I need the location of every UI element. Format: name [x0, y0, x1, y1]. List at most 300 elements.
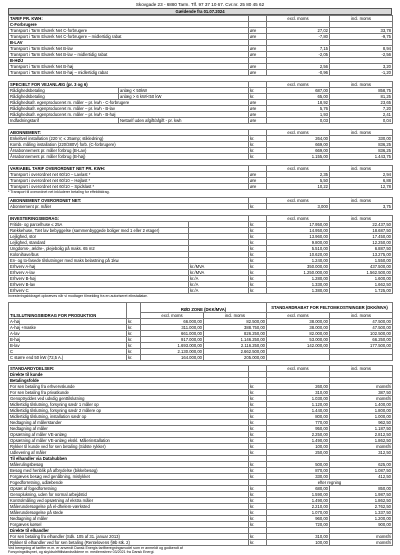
- row-label: Rådighedsbetaling: [9, 88, 119, 94]
- row-unit: kr.: [249, 443, 267, 449]
- std-excl: 38.000,00: [267, 324, 330, 330]
- zone-incl: 826.250,00: [204, 330, 267, 336]
- value-excl: 687,00: [267, 88, 330, 94]
- row-unit: kr.: [249, 240, 267, 246]
- row-unit: kr.: [127, 348, 141, 354]
- row-label: Genoplukning, uden for normal arbejdstid: [9, 491, 249, 497]
- value-incl: 1.800,00: [330, 407, 393, 413]
- value-incl: 850,00: [330, 485, 393, 491]
- row-label: Transport i Tarm Elværk Net B-høj: [9, 64, 249, 70]
- value-incl: 81,25: [330, 94, 393, 100]
- row-unit: kr.: [249, 395, 267, 401]
- row-sub: kr./MVA: [189, 270, 249, 276]
- std-incl: 102.500,00: [330, 330, 393, 336]
- value-incl: momsfri: [330, 383, 393, 389]
- row-unit: kr.: [249, 413, 267, 419]
- row-label: Kontrolmåling ved opsætning af ekstra måler: [9, 497, 249, 503]
- row-label: Rådighedsafr. egenproduceret m. måler – pr. kwh - C-forbrugere: [9, 100, 249, 106]
- table-row: [9, 204, 393, 210]
- zone-incl: 1.146.250,00: [204, 336, 267, 342]
- special-table: [8, 81, 393, 124]
- value-excl: 310,00: [267, 389, 330, 395]
- value-excl: 100,00: [267, 539, 330, 545]
- zone-excl: 1.693.000,00: [141, 342, 204, 348]
- value-incl: 387,50: [330, 389, 393, 395]
- zone-excl: 164.000,00: [141, 354, 204, 360]
- row-unit: kr.: [249, 136, 267, 142]
- value-incl: 900,00: [330, 521, 393, 527]
- row-unit: kr.: [249, 204, 267, 210]
- row-unit: kr.: [249, 539, 267, 545]
- value-excl: 960,00: [267, 515, 330, 521]
- row-label: Betalingsfolde: [9, 377, 249, 383]
- value-incl: momsfri: [330, 395, 393, 401]
- row-label: Opsæt af fogedforretning: [9, 485, 249, 491]
- group-name: C-Forbrugere: [9, 22, 249, 28]
- row-label: Erhverv C: [9, 288, 189, 294]
- value-incl: 1.187,50: [330, 425, 393, 431]
- value-incl: 1.550,00: [330, 258, 393, 264]
- section-title: VARIABEL TARIF OVERORDNET NET PR. KWH:: [9, 166, 249, 172]
- value-incl: 1.725,00: [330, 288, 393, 294]
- row-label: Lejlighed, stor: [9, 234, 189, 240]
- value-excl: 2.250,00: [267, 431, 330, 437]
- value-excl: 9.800,00: [267, 240, 330, 246]
- row-label: A-høj: [9, 318, 127, 324]
- table-row: [9, 354, 393, 360]
- row-unit: kr.: [249, 264, 267, 270]
- row-label: C større end 50 kW (72,5 A.): [9, 354, 127, 360]
- value-incl: 1.562.500,00: [330, 270, 393, 276]
- row-label: Genoptryddes ved udvdig genttilslutning: [9, 395, 249, 401]
- std-excl: 142.000,00: [267, 342, 330, 348]
- value-incl: 2.762,50: [330, 503, 393, 509]
- value-excl: 100,00: [267, 443, 330, 449]
- value-excl: 1,93: [267, 112, 330, 118]
- value-incl: 1.862,50: [330, 437, 393, 443]
- row-unit: kr.: [249, 485, 267, 491]
- value-excl: 1.380,00: [267, 288, 330, 294]
- value-excl: 2,35: [267, 172, 330, 178]
- row-label: Opsætning af måler VE-anlæg: [9, 431, 249, 437]
- value-incl: 312,50: [330, 449, 393, 455]
- value-excl: 310,00: [267, 533, 330, 539]
- value-excl: 950,00: [267, 425, 330, 431]
- value-incl: 7,20: [330, 106, 393, 112]
- std-title: STANDARDRABAT FOR FELTOMKOSTNINGER (DKK/MVA): [267, 302, 393, 312]
- row-unit: kr.: [249, 252, 267, 258]
- row-unit: kr.: [249, 521, 267, 527]
- value-excl: 800,00: [267, 413, 330, 419]
- section-title: STANDARDYDELSER:: [9, 365, 249, 371]
- row-unit: øre: [249, 106, 267, 112]
- value-incl: 437.500,00: [330, 264, 393, 270]
- value-incl: -9,75: [330, 34, 393, 40]
- row-label: Målerundersøgelse på el-dhelem-værksted: [9, 503, 249, 509]
- row-label: Forgæves besøg ved genåbning, mislykket: [9, 473, 249, 479]
- value-excl: 500,00: [267, 461, 330, 467]
- zone-excl: 311.000,00: [141, 324, 204, 330]
- row-label: B-lav: [9, 342, 127, 348]
- row-label: B-høj: [9, 336, 127, 342]
- row-label: For sen betaling fra erhvervskunde: [9, 383, 249, 389]
- row-label: Midlertidig tilslutning, forsyning sædr 1 måler op: [9, 401, 249, 407]
- col-incl: incl. moms: [330, 312, 393, 318]
- col-incl: incl. moms: [330, 16, 393, 22]
- row-label: Ungdoms-, ældre-, plejebolig på maks. 65 m2: [9, 246, 189, 252]
- section-title: ABONNEMENT:: [9, 130, 249, 136]
- row-label: Kolonihave/bus: [9, 252, 189, 258]
- value-excl: 7,15: [267, 46, 330, 52]
- row-label: Komb. måling installation (220/380V) forb. (C-forbrugere): [9, 142, 249, 148]
- value-excl: 5,50: [267, 178, 330, 184]
- row-unit: øre: [249, 112, 267, 118]
- address-line: Skovgade 23 - 6880 Tarm. Tlf. 97 37 10 67. Cvr.nr. 25 80 45 62: [135, 2, 265, 7]
- row-unit: kr.: [249, 222, 267, 228]
- sub-over-table: [8, 197, 393, 210]
- row-unit: kr.: [249, 503, 267, 509]
- row-label: Besøg med henblik på afbrydelse (bikkebesøg): [9, 467, 249, 473]
- row-unit: kr.: [249, 258, 267, 264]
- col-incl: incl. moms: [330, 216, 393, 222]
- value-excl: 13.960,00: [267, 234, 330, 240]
- row-unit: kr.: [249, 401, 267, 407]
- value-excl: 1.250.000,00: [267, 270, 330, 276]
- row-unit: kr.: [249, 431, 267, 437]
- std-incl: 47.500,00: [330, 324, 393, 330]
- zone-excl: 661.000,00: [141, 330, 204, 336]
- row-sub: kr./A: [189, 288, 249, 294]
- value-excl: 720,00: [267, 521, 330, 527]
- value-incl: 0,04: [330, 118, 393, 124]
- row-label: For sen betaling fra privatkunde: [9, 389, 249, 395]
- value-excl: 870,00: [267, 467, 330, 473]
- zone-title: RØD ZONE (DKK/MVA): [141, 302, 267, 312]
- row-unit: øre: [249, 28, 267, 34]
- value-excl: 1.440,00: [267, 407, 330, 413]
- row-unit: kr.: [249, 288, 267, 294]
- footnote-2: Forsyningstilsynet, og skyldsdrifttilstandsrådene nr. medlemsbrev 03/2021 fra Dansk Energi.: [8, 550, 155, 555]
- row-label: A-høj +maske: [9, 324, 127, 330]
- row-label: Forgæves kørsel: [9, 521, 249, 527]
- value-incl: 2,94: [330, 172, 393, 178]
- col-excl: excl. moms: [267, 82, 330, 88]
- invest-note: Investeringsbidraget opkræves når vi modtager tilmelding fra en autoriseret elinstallatør.: [8, 294, 148, 299]
- row-unit: kr.: [127, 324, 141, 330]
- value-incl: 412,50: [330, 473, 393, 479]
- value-incl: 6,88: [330, 178, 393, 184]
- services-table: [8, 365, 393, 546]
- value-incl: 18.687,50: [330, 228, 393, 234]
- row-label: Rådighedsbetaling: [9, 94, 119, 100]
- section-title: SPECIELT FOR VEJANLÆG (pr. 3 og 6): [9, 82, 249, 88]
- row-unit: kr.: [127, 318, 141, 324]
- row-label: C: [9, 348, 127, 354]
- zone-incl: 205.000,00: [204, 354, 267, 360]
- value-excl: 2.210,00: [267, 503, 330, 509]
- row-unit: kr.: [249, 94, 267, 100]
- row-label: Målerulingsbesøg: [9, 461, 249, 467]
- table-row: [9, 118, 393, 124]
- value-incl: -2,56: [330, 52, 393, 58]
- value-incl: 330,00: [330, 136, 393, 142]
- value-incl: 22.437,50: [330, 222, 393, 228]
- row-unit: kr.: [249, 425, 267, 431]
- value-excl: 2,56: [267, 64, 330, 70]
- row-unit: kr.: [249, 509, 267, 515]
- value-excl: 1.280,00: [267, 276, 330, 282]
- value-incl: 1.662,50: [330, 282, 393, 288]
- row-label: Transport i overordnet net 60/10 – Spidslast *: [9, 184, 249, 190]
- value-incl: 1.200,00: [330, 515, 393, 521]
- row-sub: Nettarif uden afgift/afgift - pr. kwh: [119, 118, 249, 124]
- row-label: Udlevering af måler: [9, 449, 249, 455]
- row-sub: anlæg < 50kW: [119, 88, 249, 94]
- row-label: Fogedforretning, udlæbende: [9, 479, 249, 485]
- row-sub: anlæg > 6 kW/<50 kW: [119, 94, 249, 100]
- row-label: Rækkehuse, Tæt lav bebyggelse (sammenbyggede boliger med 1 eller 2 etager): [9, 228, 189, 234]
- row-label: Målerundersøgelse på stede: [9, 509, 249, 515]
- section-title: TILSLUTNINGSBIDRAG FOR PRODUKTION: [9, 302, 127, 318]
- row-unit: øre: [249, 118, 267, 124]
- row-unit: kr.: [249, 276, 267, 282]
- col-excl: excl. moms: [267, 198, 330, 204]
- col-excl: excl. moms: [267, 166, 330, 172]
- value-incl: 13.275,00: [330, 252, 393, 258]
- row-unit: øre: [249, 178, 267, 184]
- row-unit: kr.: [127, 354, 141, 360]
- col-excl: excl. moms: [267, 365, 330, 371]
- row-label: Transport i Tarm Elværk Net B-lav – midlertidig rabat: [9, 52, 249, 58]
- row-unit: kr.: [249, 148, 267, 154]
- row-unit: øre: [249, 52, 267, 58]
- value-excl: -7,80: [267, 34, 330, 40]
- value-excl: 1.330,00: [267, 282, 330, 288]
- row-unit: kr.: [127, 330, 141, 336]
- table-row: [9, 70, 393, 76]
- value-excl: -0,96: [267, 70, 330, 76]
- row-unit: kr.: [249, 449, 267, 455]
- std-excl: [267, 354, 330, 360]
- value-incl: 3,75: [330, 204, 393, 210]
- std-incl: 47.500,00: [330, 318, 393, 324]
- value-incl: 625,00: [330, 461, 393, 467]
- value-incl: 1.987,50: [330, 491, 393, 497]
- row-label: Rykker til elhandler ved for sen betaling (Rentelovens §9b stk. 2): [9, 539, 249, 545]
- variable-note: * Transport til overordnet net inkluderer betaling for effektbidrag.: [8, 190, 110, 194]
- row-unit: kr.: [249, 407, 267, 413]
- row-label: Rådighedsafr. egenproduceret m. måler – pr. kwh - B-lav: [9, 106, 249, 112]
- value-incl: 1.443,75: [330, 154, 393, 160]
- row-unit: kr.: [249, 282, 267, 288]
- row-label: Årsabonnement pr. måler forbrug (B-høj): [9, 154, 249, 160]
- value-excl: 65,00: [267, 94, 330, 100]
- value-incl: 6.887,50: [330, 246, 393, 252]
- row-label: Midlertidig tilslutning, installation sædr op: [9, 413, 249, 419]
- group-name: B-HØJ: [9, 58, 249, 64]
- row-unit: øre: [249, 172, 267, 178]
- value-excl: 1.490,00: [267, 437, 330, 443]
- section-title: ABONNEMENT OVERORDNET NET:: [9, 198, 249, 204]
- row-label: Erhverv B-lav: [9, 282, 189, 288]
- std-excl: 82.000,00: [267, 330, 330, 336]
- row-label: Transport i Tarm Elværk Net B-høj – midlertidig rabat: [9, 70, 249, 76]
- row-label: Abonnement pr. måler: [9, 204, 249, 210]
- row-unit: kr.: [249, 437, 267, 443]
- col-excl: excl. moms: [267, 312, 330, 318]
- value-excl: 264,00: [267, 136, 330, 142]
- row-sub: kr./A: [189, 282, 249, 288]
- row-label: Enkeltvel installation (220 V; ≤ 25amp; stikledning): [9, 136, 249, 142]
- row-unit: øre: [249, 64, 267, 70]
- col-incl: incl. moms: [330, 130, 393, 136]
- value-excl: 10.620,00: [267, 252, 330, 258]
- value-incl: 1.862,50: [330, 497, 393, 503]
- value-incl: 836,25: [330, 142, 393, 148]
- subscription-table: [8, 129, 393, 160]
- col-incl: incl. moms: [330, 166, 393, 172]
- value-excl: 5,76: [267, 106, 330, 112]
- row-sub: kr./A: [189, 276, 249, 282]
- row-unit: kr.: [249, 461, 267, 467]
- value-incl: momsfri: [330, 539, 393, 545]
- row-unit: øre: [249, 100, 267, 106]
- zone-excl: 917.000,00: [141, 336, 204, 342]
- value-incl: momsfri: [330, 533, 393, 539]
- row-label: Erhverv A-lav: [9, 270, 189, 276]
- variable-table: [8, 165, 393, 190]
- col-excl: excl. moms: [267, 216, 330, 222]
- row-label: Erhverv B-høj: [9, 276, 189, 282]
- value-excl: 27,02: [267, 28, 330, 34]
- row-label: A-lav: [9, 330, 127, 336]
- col-excl: excl. moms: [267, 16, 330, 22]
- value-excl: 350.000,00: [267, 264, 330, 270]
- row-label: Nedtagning af måler: [9, 515, 249, 521]
- std-incl: [330, 354, 393, 360]
- value-incl: 2.812,50: [330, 431, 393, 437]
- value-excl: 18,92: [267, 100, 330, 106]
- row-label: Midlertidig tilslutning, forsyning sædr 2 målere op: [9, 407, 249, 413]
- zone-incl: 82.500,00: [204, 318, 267, 324]
- row-unit: øre: [249, 184, 267, 190]
- value-excl: 1.030,00: [267, 395, 330, 401]
- group-name: B-LAV: [9, 40, 249, 46]
- table-row: [9, 539, 393, 545]
- value-incl: 33,78: [330, 28, 393, 34]
- row-label: Transport i overordnet net 60/10 – Lavlast *: [9, 172, 249, 178]
- row-sub: kr./MVA: [189, 264, 249, 270]
- value-incl: 23,65: [330, 100, 393, 106]
- std-excl: 53.000,00: [267, 336, 330, 342]
- row-label: Til elhandler via Datahubben: [9, 455, 249, 461]
- value-incl: 962,50: [330, 419, 393, 425]
- row-label: Opsætning af måler VE-anlæg ekskl. Målerinstallation: [9, 437, 249, 443]
- value-incl: 1.400,00: [330, 401, 393, 407]
- std-incl: 66.250,00: [330, 336, 393, 342]
- value-excl: 1.155,00: [267, 154, 330, 160]
- row-label: Transport i Tarm Elværk Net C-forbrugere – midlertidig rabat: [9, 34, 249, 40]
- value-incl: 8,94: [330, 46, 393, 52]
- row-unit: øre: [249, 70, 267, 76]
- invest-table: [8, 215, 393, 294]
- value-excl: 1.490,00: [267, 497, 330, 503]
- value-note: efter regning: [267, 479, 393, 485]
- row-unit: øre: [249, 46, 267, 52]
- value-excl: 1.070,00: [267, 509, 330, 515]
- row-unit: kr.: [249, 497, 267, 503]
- footnote-1: Ved beregning af tariffer m.m. er anvendt Dansk Energis tarifberegningsmodel som er anmeldt og godkendt af: [8, 545, 183, 550]
- production-table: [8, 302, 393, 361]
- row-label: Transport i Tarm Elværk Net B-lav: [9, 46, 249, 52]
- row-label: En- og to-fasede tilslutninger med maks belastning på 1kw.: [9, 258, 189, 264]
- value-excl: 0,03: [267, 118, 330, 124]
- section-title: TARIF PR. KWH:: [9, 16, 249, 22]
- zone-incl: 2.662.500,00: [204, 348, 267, 354]
- table-row: [9, 288, 393, 294]
- section-title: INVESTERINGSBIDRAG:: [9, 216, 249, 222]
- row-label: Transport i overordnet net 60/10 – Højlast *: [9, 178, 249, 184]
- value-excl: 3,000: [267, 204, 330, 210]
- row-unit: kr.: [249, 467, 267, 473]
- value-excl: 1.590,00: [267, 491, 330, 497]
- value-excl: 250,00: [267, 449, 330, 455]
- row-unit: kr.: [127, 342, 141, 348]
- value-incl: 12,78: [330, 184, 393, 190]
- row-unit: kr.: [249, 234, 267, 240]
- row-label: Rådighedsafr. egenproduceret m. måler – pr. kwh - B-høj: [9, 112, 249, 118]
- value-incl: 2,41: [330, 112, 393, 118]
- valid-from-banner: Gældende fra 01.07.2024: [8, 8, 392, 15]
- std-excl: 38.000,00: [267, 318, 330, 324]
- value-excl: 14.950,00: [267, 228, 330, 234]
- row-unit: kr.: [249, 533, 267, 539]
- row-unit: kr.: [249, 383, 267, 389]
- tariff-table: [8, 15, 393, 76]
- value-incl: 17.450,00: [330, 234, 393, 240]
- value-incl: 1.600,00: [330, 276, 393, 282]
- row-label: Årsabonnement pr. måler forbrug (B-Lav): [9, 148, 249, 154]
- value-incl: 1.000,00: [330, 413, 393, 419]
- row-label: Rykker til kunde ved for sen betaling (Sidste rykker): [9, 443, 249, 449]
- value-excl: 5.510,00: [267, 246, 330, 252]
- row-unit: kr.: [249, 389, 267, 395]
- price-sheet: [8, 0, 392, 555]
- col-incl: incl. moms: [330, 198, 393, 204]
- value-incl: 3,20: [330, 64, 393, 70]
- table-row: [9, 184, 393, 190]
- value-incl: 1.337,50: [330, 509, 393, 515]
- value-excl: 17.950,00: [267, 222, 330, 228]
- row-label: Indfødningstarif: [9, 118, 119, 124]
- value-excl: 260,00: [267, 383, 330, 389]
- row-unit: kr.: [249, 154, 267, 160]
- value-excl: 669,00: [267, 142, 330, 148]
- row-label: Direkte til elhandler: [9, 527, 249, 533]
- value-excl: 770,00: [267, 419, 330, 425]
- row-label: For sen betaling fra elhandler (Sdk. 105 af 31. januar 2013): [9, 533, 249, 539]
- col-excl: excl. moms: [141, 312, 204, 318]
- row-label: Nedtagning af måler: [9, 425, 249, 431]
- zone-excl: 66.000,00: [141, 318, 204, 324]
- row-unit: kr.: [249, 270, 267, 276]
- row-unit: kr.: [249, 88, 267, 94]
- value-excl: 680,00: [267, 485, 330, 491]
- value-incl: 12.250,00: [330, 240, 393, 246]
- row-unit: kr.: [249, 246, 267, 252]
- value-incl: 858,75: [330, 88, 393, 94]
- value-incl: momsfri: [330, 443, 393, 449]
